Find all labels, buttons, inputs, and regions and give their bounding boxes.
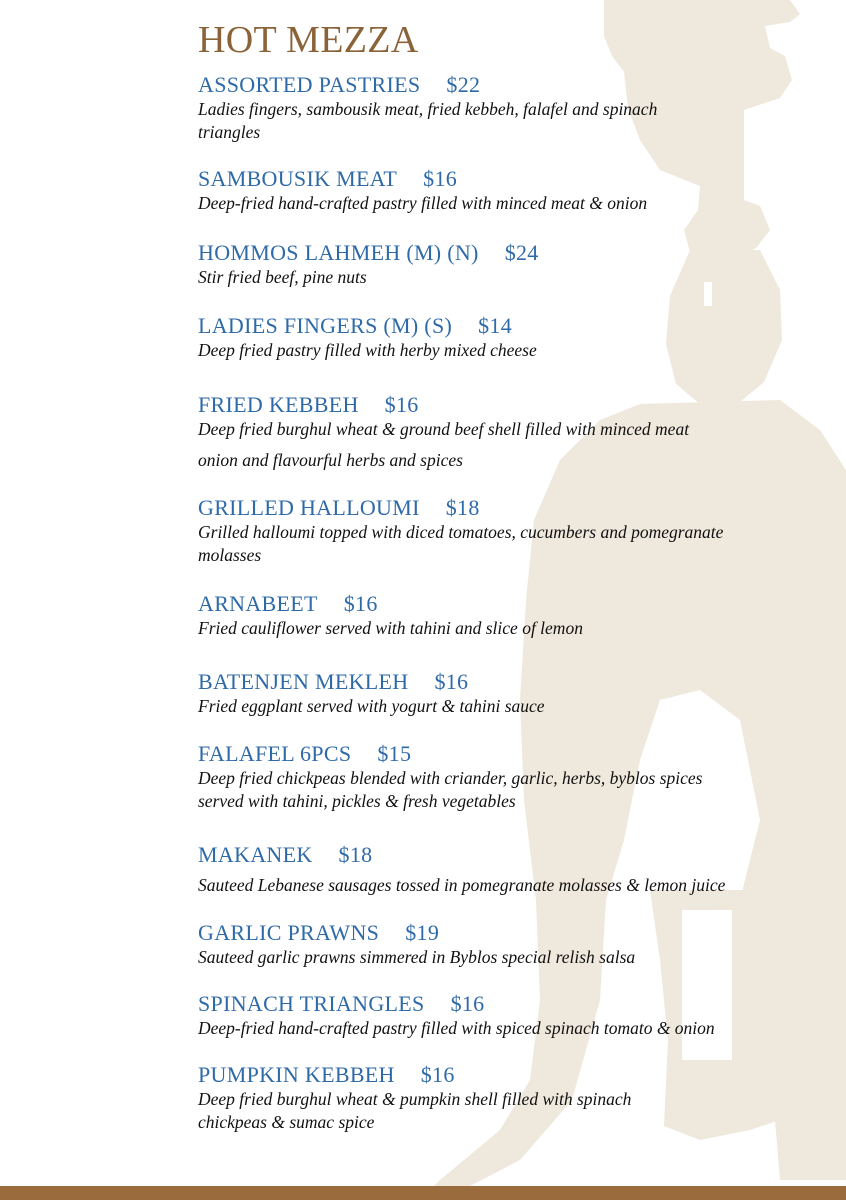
item-price: $16 — [384, 392, 419, 417]
item-name: HOMMOS LAHMEH (M) (N) — [198, 240, 479, 265]
item-description: Deep fried pastry filled with herby mixed cheese — [198, 340, 537, 360]
section-title: HOT MEZZA — [198, 19, 419, 61]
item-description: Deep fried burghul wheat & pumpkin shell filled with spinach chickpeas & sumac spice — [198, 1089, 632, 1132]
menu-item-ladies-fingers — [198, 313, 818, 362]
item-description: Deep-fried hand-crafted pastry filled with minced meat & onion — [198, 193, 648, 213]
item-description: Grilled halloumi topped with diced tomatoes, cucumbers and pomegranate molasses — [198, 522, 724, 565]
item-name: ASSORTED PASTRIES — [198, 72, 421, 97]
item-name: GARLIC PRAWNS — [198, 920, 380, 945]
menu-item-garlic-prawns — [198, 920, 818, 969]
menu-item-arnabeet — [198, 591, 818, 640]
bottom-decorative-bar — [0, 1186, 846, 1200]
item-name: BATENJEN MEKLEH — [198, 669, 409, 694]
item-name: ARNABEET — [198, 591, 318, 616]
item-price: $16 — [420, 1062, 455, 1087]
item-price: $16 — [450, 991, 485, 1016]
item-price: $22 — [446, 72, 481, 97]
item-price: $14 — [478, 313, 513, 338]
item-name: LADIES FINGERS (M) (S) — [198, 313, 453, 338]
item-price: $15 — [377, 741, 412, 766]
item-price: $19 — [405, 920, 440, 945]
item-description: Stir fried beef, pine nuts — [198, 267, 367, 287]
item-description: Ladies fingers, sambousik meat, fried kebbeh, falafel and spinach triangles — [198, 99, 658, 142]
menu-item-spinach-triangles — [198, 991, 818, 1040]
item-name: PUMPKIN KEBBEH — [198, 1062, 395, 1087]
menu-item-grilled-halloumi — [198, 495, 818, 567]
item-description: Fried cauliflower served with tahini and slice of lemon — [198, 618, 583, 638]
menu-item-pumpkin-kebbeh — [198, 1062, 818, 1134]
item-name: MAKANEK — [198, 842, 313, 867]
item-description: Sauteed Lebanese sausages tossed in pomegranate molasses & lemon juice — [198, 875, 726, 895]
item-price: $16 — [434, 669, 469, 694]
item-price: $18 — [338, 842, 373, 867]
menu-item-batenjen-mekleh — [198, 669, 818, 718]
menu-item-falafel — [198, 741, 818, 813]
item-description: Deep fried chickpeas blended with criander, garlic, herbs, byblos spices served with tahini, pickles & fresh vegetables — [198, 768, 703, 811]
menu-item-assorted-pastries — [198, 72, 818, 144]
item-price: $18 — [445, 495, 480, 520]
menu-item-makanek — [198, 842, 818, 897]
item-name: FRIED KEBBEH — [198, 392, 359, 417]
item-price: $16 — [423, 166, 458, 191]
item-description: Deep-fried hand-crafted pastry filled with spiced spinach tomato & onion — [198, 1018, 715, 1038]
item-name: SPINACH TRIANGLES — [198, 991, 425, 1016]
menu-item-hommos-lahmeh — [198, 240, 818, 289]
menu-item-sambousik-meat — [198, 166, 818, 215]
item-description: Sauteed garlic prawns simmered in Byblos special relish salsa — [198, 947, 636, 967]
item-name: FALAFEL 6PCS — [198, 741, 352, 766]
item-name: SAMBOUSIK MEAT — [198, 166, 398, 191]
item-description: Fried eggplant served with yogurt & tahini sauce — [198, 696, 545, 716]
item-description: Deep fried burghul wheat & ground beef shell filled with minced meat onion and flavourful herbs and spices — [198, 419, 690, 470]
item-price: $24 — [504, 240, 539, 265]
item-name: GRILLED HALLOUMI — [198, 495, 420, 520]
menu-item-fried-kebbeh — [198, 392, 818, 472]
item-price: $16 — [343, 591, 378, 616]
